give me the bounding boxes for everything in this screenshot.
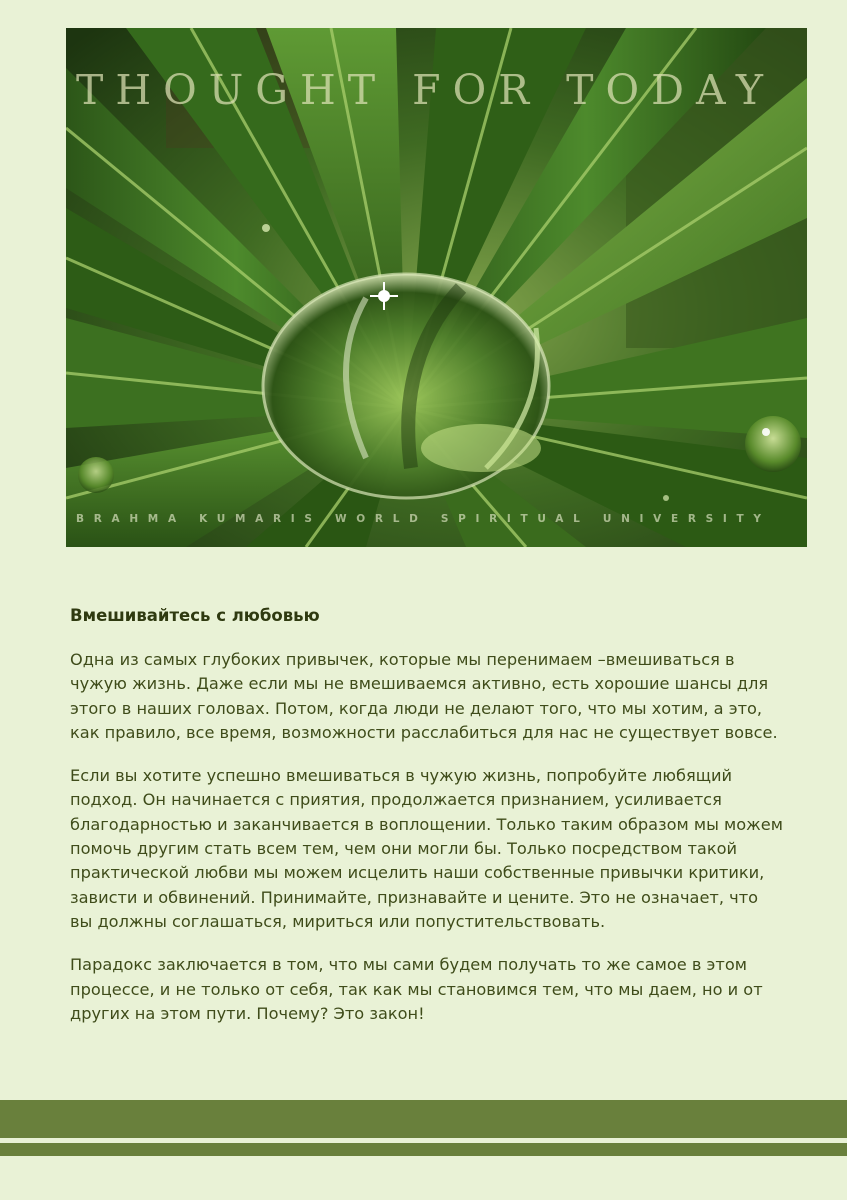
hero-image: [66, 28, 807, 547]
article: [70, 604, 785, 1045]
article-paragraph-3: Парадокс заключается в том, что мы сами будем получать то же самое в этом процессе, и не только от себя, так как мы становимся тем, что мы даем, но и от других на этом пути. Почему? Это закон!: [70, 955, 763, 1023]
organization-caption: BRAHMA KUMARIS WORLD SPIRITUAL UNIVERSITY: [76, 513, 771, 525]
article-paragraph-1: Одна из самых глубоких привычек, которые мы перенимаем –вмешиваться в чужую жизнь. Даже если мы не вмешиваемся активно, есть хорошие шансы для этого в наших головах. Потом, когда люди не делают того, что мы хотим, а это, как правило, все время, возможности расслабиться для нас не существует вовсе.: [70, 650, 778, 742]
footer-band-wide: [0, 1100, 847, 1138]
footer-band-thin: [0, 1143, 847, 1156]
article-heading: Вмешивайтесь с любовью: [70, 606, 320, 625]
hero-title: THOUGHT FOR TODAY: [76, 66, 775, 114]
article-paragraph-2: Если вы хотите успешно вмешиваться в чужую жизнь, попробуйте любящий подход. Он начинается с приятия, продолжается признанием, усиливается благодарностью и заканчивается в воплощении. Только таким образом мы можем помочь другим стать всем тем, чем они могли бы. Только посредством такой практической любви мы можем исцелить наши собственные привычки критики, зависти и обвинений. Принимайте, признавайте и цените. Это не означает, что вы должны соглашаться, мириться или попустительствовать.: [70, 766, 783, 931]
